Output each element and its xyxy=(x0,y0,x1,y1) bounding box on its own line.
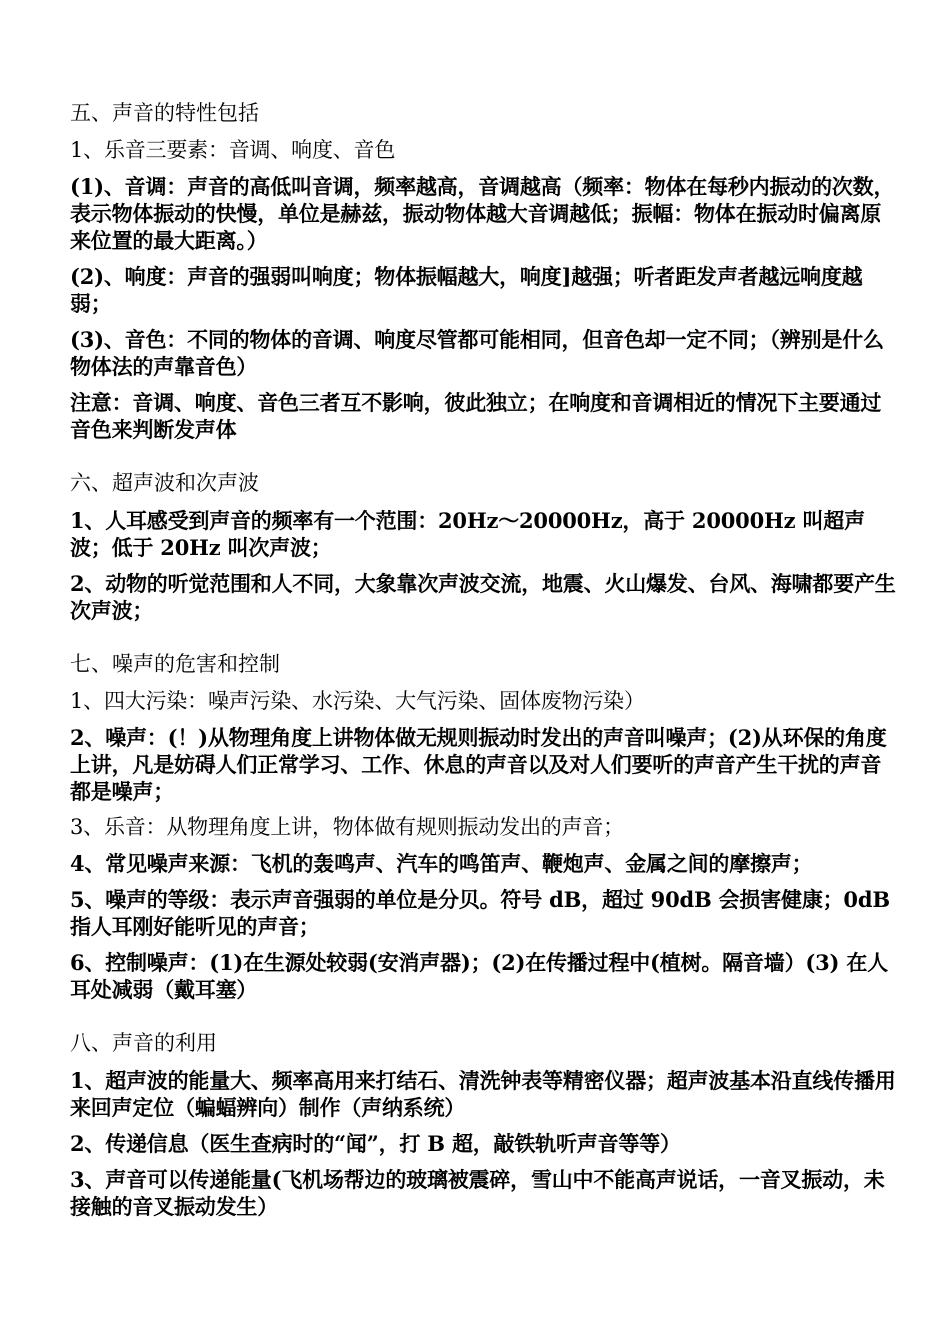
paragraph: 1、超声波的能量大、频率高用来打结石、清洗钟表等精密仪器；超声波基本沿直线传播用来回声定位（蝙蝠辨向）制作（声纳系统） xyxy=(70,1068,896,1120)
paragraph: 1、乐音三要素：音调、响度、音色 xyxy=(70,138,396,162)
paragraph: (2)、响度：声音的强弱叫响度；物体振幅越大，响度]越强；听者距发声者越远响度越弱； xyxy=(70,264,863,316)
paragraph: 2、噪声：(！)从物理角度上讲物体做无规则振动时发出的声音叫噪声；(2)从环保的角度上讲，凡是妨碍人们正常学习、工作、休息的声音以及对人们要听的声音产生干扰的声音都是噪声； xyxy=(70,725,887,804)
document-page xyxy=(70,98,900,1229)
section-gap xyxy=(70,633,900,649)
section-gap xyxy=(70,452,900,468)
paragraph: 2、传递信息（医生查病时的“闻”，打 B 超，敲铁轨听声音等等） xyxy=(70,1131,681,1156)
section-sound-uses xyxy=(70,1028,900,1220)
paragraph: 6、控制噪声：(1)在生源处较弱(安消声器)；(2)在传播过程中(植树。隔音墙）(3) 在人耳处减弱（戴耳塞） xyxy=(70,950,888,1002)
section-noise-control xyxy=(70,649,900,1003)
section-heading: 五、声音的特性包括 xyxy=(70,101,259,125)
paragraph: 注意：音调、响度、音色三者互不影响，彼此独立；在响度和音调相近的情况下主要通过音色来判断发声体 xyxy=(70,390,882,442)
section-heading: 六、超声波和次声波 xyxy=(70,471,259,495)
paragraph: 4、常见噪声来源：飞机的轰鸣声、汽车的鸣笛声、鞭炮声、金属之间的摩擦声； xyxy=(70,851,813,876)
paragraph: 1、人耳感受到声音的频率有一个范围：20Hz～20000Hz，高于 20000Hz 叫超声波；低于 20Hz 叫次声波； xyxy=(70,508,865,560)
paragraph: (1)、音调：声音的高低叫音调，频率越高，音调越高（频率：物体在每秒内振动的次数，表示物体振动的快慢，单位是赫兹，振动物体越大音调越低；振幅：物体在振动时偏离原来位置的最大距离。） xyxy=(70,174,895,253)
section-sound-characteristics xyxy=(70,98,900,443)
paragraph: 3、声音可以传递能量(飞机场帮边的玻璃被震碎，雪山中不能高声说话，一音叉振动，未接触的音叉振动发生） xyxy=(70,1167,885,1219)
paragraph: (3)、音色：不同的物体的音调、响度尽管都可能相同，但音色却一定不同；（辨别是什么物体法的声靠音色） xyxy=(70,327,884,379)
section-heading: 八、声音的利用 xyxy=(70,1031,217,1055)
section-heading: 七、噪声的危害和控制 xyxy=(70,652,280,676)
paragraph: 5、噪声的等级：表示声音强弱的单位是分贝。符号 dB，超过 90dB 会损害健康；0dB 指人耳刚好能听见的声音； xyxy=(70,887,890,939)
section-gap xyxy=(70,1012,900,1028)
paragraph: 2、动物的听觉范围和人不同，大象靠次声波交流，地震、火山爆发、台风、海啸都要产生次声波； xyxy=(70,571,896,623)
section-ultrasound-infrasound xyxy=(70,468,900,624)
paragraph: 1、四大污染：噪声污染、水污染、大气污染、固体废物污染） xyxy=(70,689,645,713)
paragraph: 3、乐音：从物理角度上讲，物体做有规则振动发出的声音； xyxy=(70,815,624,839)
